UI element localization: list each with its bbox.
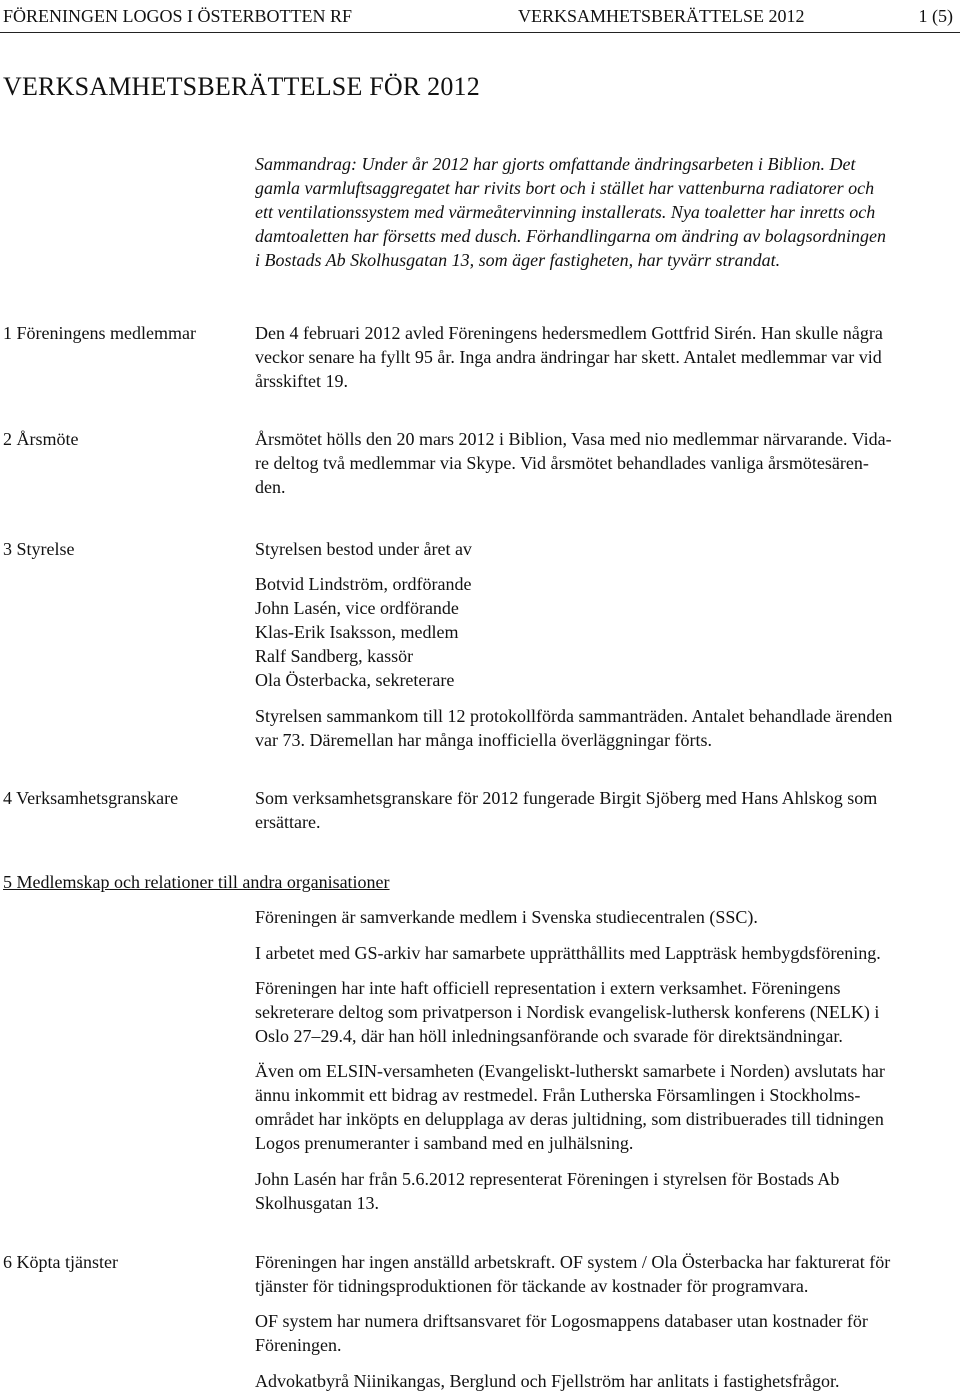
page-header <box>3 5 953 27</box>
body-line: den. <box>255 477 286 497</box>
body-line: Oslo 27–29.4, där han höll inledningsanförande och svarade för direktsändningar. <box>255 1026 843 1046</box>
section-3-meetings <box>255 704 955 752</box>
body-line: Årsmötet hölls den 20 mars 2012 i Biblion, Vasa med nio medlemmar närvarande. Vida- <box>255 429 892 449</box>
header-organization: FÖRENINGEN LOGOS I ÖSTERBOTTEN RF <box>3 6 353 26</box>
body-line: Föreningen har inte haft officiell representation i extern verksamhet. Föreningens <box>255 978 841 998</box>
body-line: I arbetet med GS-arkiv har samarbete upprätthållits med Lappträsk hembygdsförening. <box>255 943 881 963</box>
section-2-body <box>255 427 955 499</box>
body-line: var 73. Däremellan har många inofficiella överläggningar förts. <box>255 730 712 750</box>
body-line: John Lasén har från 5.6.2012 representerat Föreningen i styrelsen för Bostads Ab <box>255 1169 840 1189</box>
board-member: Ola Österbacka, sekreterare <box>255 670 455 690</box>
section-5-paragraph-4 <box>255 1059 955 1155</box>
body-line: Skolhusgatan 13. <box>255 1193 379 1213</box>
header-page-number: 1 (5) <box>918 6 953 26</box>
summary-paragraph <box>255 152 953 272</box>
board-member: Klas-Erik Isaksson, medlem <box>255 622 459 642</box>
board-member: Botvid Lindström, ordförande <box>255 574 472 594</box>
body-line: Logos prenumeranter i samband med en julhälsning. <box>255 1133 634 1153</box>
body-line: ännu inkommit ett bidrag av restmedel. Från Lutherska Församlingen i Stockholms- <box>255 1085 861 1105</box>
summary-line: i Bostads Ab Skolhusgatan 13, som äger fastigheten, har tyvärr strandat. <box>255 250 781 270</box>
section-6-heading: 6 Köpta tjänster <box>3 1252 118 1272</box>
summary-line: Sammandrag: Under år 2012 har gjorts omfattande ändringsarbeten i Biblion. Det <box>255 154 856 174</box>
body-line: ersättare. <box>255 812 321 832</box>
section-6-paragraph-1 <box>255 1250 955 1298</box>
body-line: re deltog två medlemmar via Skype. Vid årsmötet behandlades vanliga årsmötesären- <box>255 453 869 473</box>
body-line: Föreningen är samverkande medlem i Svenska studiecentralen (SSC). <box>255 907 758 927</box>
body-line: Styrelsen bestod under året av <box>255 539 472 559</box>
header-rule <box>0 32 960 33</box>
body-line: Advokatbyrå Niinikangas, Berglund och Fjellström har anlitats i fastighetsfrågor. <box>255 1371 840 1391</box>
section-5-heading <box>3 870 390 894</box>
section-5-heading-text: 5 Medlemskap och relationer till andra organisationer <box>3 872 390 892</box>
body-line: Styrelsen sammankom till 12 protokollförda sammanträden. Antalet behandlade ärenden <box>255 706 893 726</box>
body-line: Föreningen. <box>255 1335 342 1355</box>
board-member: Ralf Sandberg, kassör <box>255 646 414 666</box>
body-line: Den 4 februari 2012 avled Föreningens hedersmedlem Gottfrid Sirén. Han skulle några <box>255 323 883 343</box>
body-line: Även om ELSIN-versamheten (Evangeliskt-lutherskt samarbete i Norden) avslutats har <box>255 1061 885 1081</box>
section-6-paragraph-2 <box>255 1309 955 1357</box>
section-2-heading: 2 Årsmöte <box>3 429 79 449</box>
section-5-paragraph-3 <box>255 976 955 1048</box>
section-1-heading: 1 Föreningens medlemmar <box>3 323 196 343</box>
section-5-paragraph-1 <box>255 905 955 929</box>
body-line: OF system har numera driftsansvaret för Logosmappens databaser utan kostnader för <box>255 1311 868 1331</box>
page-title: VERKSAMHETSBERÄTTELSE FÖR 2012 <box>3 72 480 101</box>
body-line: tjänster för tidningsproduktionen för täckande av kostnader för programvara. <box>255 1276 809 1296</box>
section-6-paragraph-3 <box>255 1369 955 1393</box>
summary-line: damtoaletten har försetts med dusch. Förhandlingarna om ändring av bolagsordningen <box>255 226 886 246</box>
summary-line: gamla varmluftsaggregatet har rivits bort och i stället har vattenburna radiatorer och <box>255 178 875 198</box>
body-line: Som verksamhetsgranskare för 2012 fungerade Birgit Sjöberg med Hans Ahlskog som <box>255 788 878 808</box>
section-5-paragraph-5 <box>255 1167 955 1215</box>
body-line: området har inköpts en delupplaga av deras jultidning, som distribuerades till tidningen <box>255 1109 884 1129</box>
body-line: årsskiftet 19. <box>255 371 348 391</box>
body-line: sekreterare deltog som privatperson i Nordisk evangelisk-luthersk konferens (NELK) i <box>255 1002 880 1022</box>
body-line: veckor senare ha fyllt 95 år. Inga andra ändringar har skett. Antalet medlemmar var vid <box>255 347 882 367</box>
header-document-title: VERKSAMHETSBERÄTTELSE 2012 <box>518 6 805 26</box>
body-line: Föreningen har ingen anställd arbetskraft. OF system / Ola Österbacka har fakturerat för <box>255 1252 891 1272</box>
section-1-body <box>255 321 955 393</box>
board-member: John Lasén, vice ordförande <box>255 598 459 618</box>
summary-line: ett ventilationssystem med värmeåtervinning installerats. Nya toaletter har inretts och <box>255 202 876 222</box>
section-3-heading: 3 Styrelse <box>3 539 75 559</box>
section-3-intro <box>255 537 955 561</box>
section-4-body <box>255 786 955 834</box>
section-5-paragraph-2 <box>255 941 955 965</box>
board-member-list <box>255 572 955 692</box>
section-4-heading: 4 Verksamhetsgranskare <box>3 788 179 808</box>
